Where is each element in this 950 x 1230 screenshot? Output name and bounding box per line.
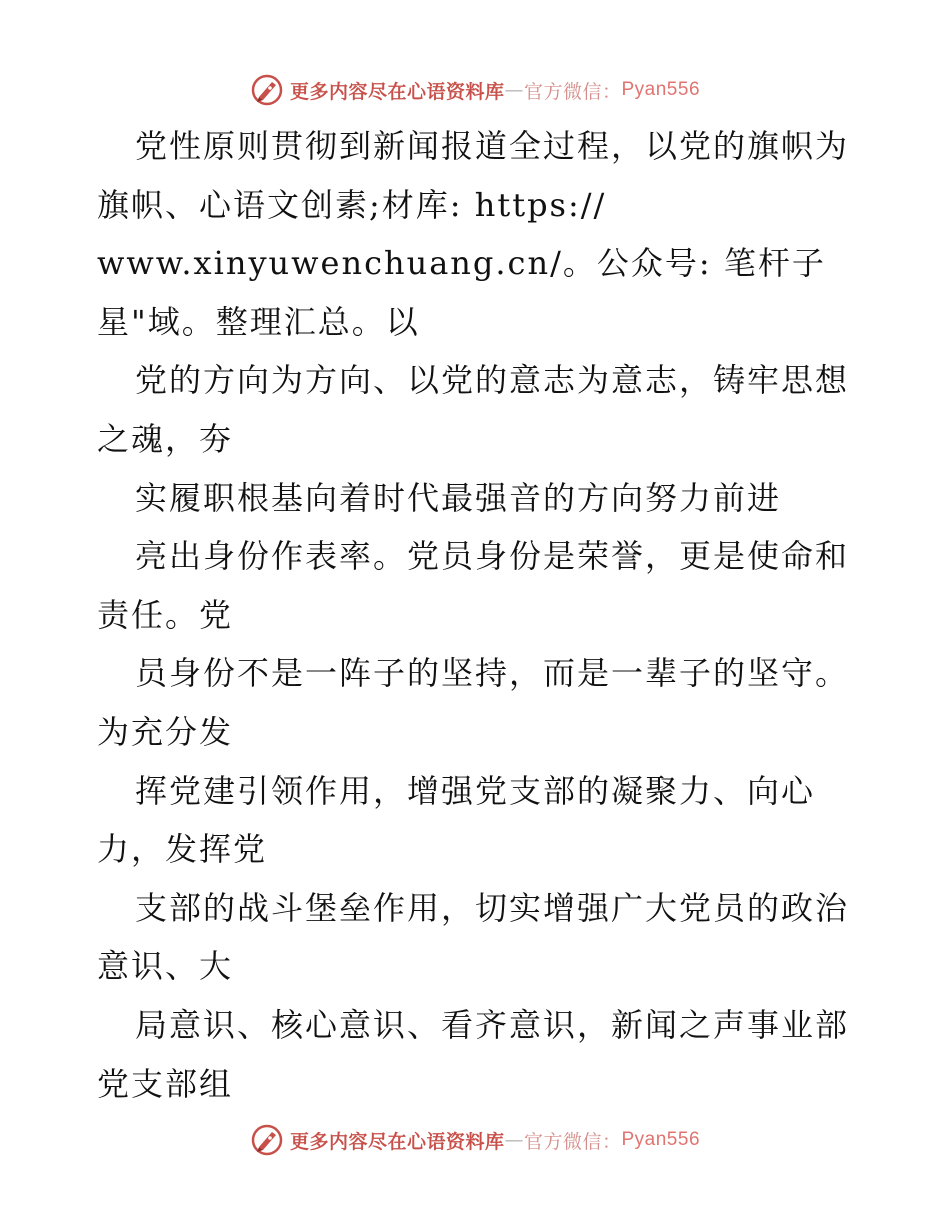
body-line: 实履职根基向着时代最强音的方向努力前进 — [135, 478, 782, 517]
watermark-sub-text: 官方微信： — [523, 80, 622, 103]
body-line: 党的方向为方向、以党的意志为意志，铸牢思想 — [135, 361, 850, 400]
watermark-sub-text: 官方微信： — [523, 1130, 622, 1153]
pen-logo-icon — [250, 1123, 284, 1157]
body-line: 亮出身份作表率。党员身份是荣誉，更是使命和 — [135, 537, 850, 576]
body-line: 星"域。整理汇总。以 — [97, 302, 420, 341]
body-line: 责任。党 — [97, 595, 234, 634]
body-line: www.xinyuwenchuang.cn/。公众号: 笔杆子 — [97, 244, 826, 283]
body-line: 旗帜、心语文创素;材库: https:// — [97, 185, 607, 224]
body-line: 局意识、核心意识、看齐意识，新闻之声事业部 — [135, 1005, 850, 1044]
watermark-main-text: 更多内容尽在心语资料库 — [289, 80, 505, 103]
watermark-separator: — — [504, 79, 524, 101]
body-line: 员身份不是一阵子的坚持，而是一辈子的坚守。 — [135, 654, 850, 693]
body-line: 意识、大 — [97, 947, 234, 986]
watermark-wechat-id: Pyan556 — [621, 79, 701, 100]
footer-watermark — [0, 1120, 950, 1160]
header-watermark — [0, 70, 950, 110]
body-line: 为充分发 — [97, 712, 234, 751]
watermark-wechat-id: Pyan556 — [621, 1129, 701, 1150]
pen-logo-icon — [250, 73, 284, 107]
body-line: 支部的战斗堡垒作用，切实增强广大党员的政治 — [135, 888, 850, 927]
body-line: 党性原则贯彻到新闻报道全过程，以党的旗帜为 — [135, 127, 850, 165]
body-line: 之魂，夯 — [97, 419, 234, 458]
body-line: 挥党建引领作用，增强党支部的凝聚力、向心 — [135, 771, 816, 810]
watermark-main-text: 更多内容尽在心语资料库 — [289, 1130, 505, 1153]
body-line: 党支部组 — [97, 1064, 234, 1103]
body-line: 力，发挥党 — [97, 830, 268, 869]
document-body — [97, 117, 857, 1113]
watermark-separator: — — [504, 1129, 524, 1151]
